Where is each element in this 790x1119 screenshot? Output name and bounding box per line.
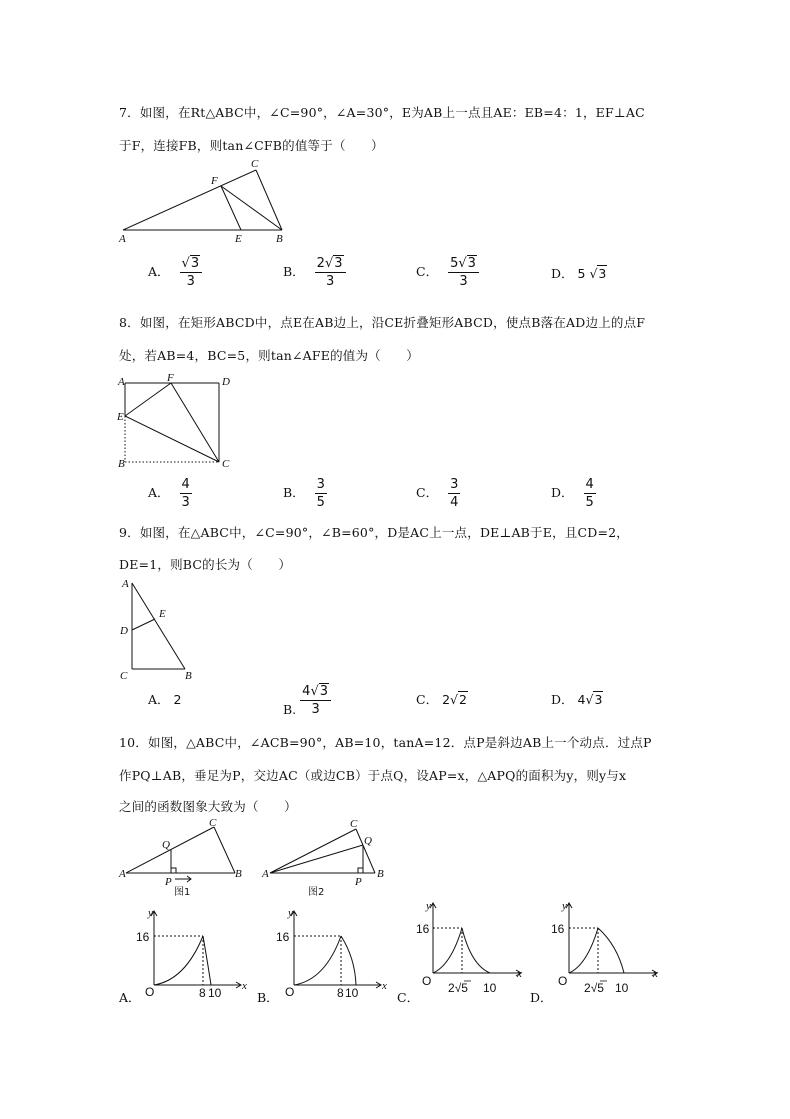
svg-text:y: y xyxy=(426,900,431,912)
svg-text:x: x xyxy=(653,968,658,980)
svg-text:O: O xyxy=(285,985,295,999)
q10-fig2-label-C: C xyxy=(350,818,358,830)
svg-text:x: x xyxy=(242,980,247,992)
q9-figure xyxy=(115,575,205,685)
q10-text-line3: 之间的函数图象大致为（ ） xyxy=(119,799,297,814)
svg-text:O: O xyxy=(558,974,568,988)
q7-option-D[interactable]: D． 5 √3 xyxy=(551,266,607,281)
q10-fig1-label-C: C xyxy=(209,817,217,829)
q10-option-B-graph[interactable] xyxy=(275,900,400,1005)
q7-option-C[interactable]: C． $\frac{5√3}{3}$ xyxy=(416,256,479,289)
q7-label-E: E xyxy=(235,233,242,245)
q7-option-B[interactable]: B． $\frac{2√3}{3}$ xyxy=(283,256,346,289)
option-letter: D． xyxy=(551,485,574,500)
q10-option-D-graph[interactable] xyxy=(547,895,672,1000)
svg-text:8: 8 xyxy=(199,986,206,1000)
q10-fig1-label-Q: Q xyxy=(162,839,170,851)
q10-option-B-letter[interactable]: B． xyxy=(257,990,279,1005)
q7-text-line1: 7．如图，在Rt△ABC中，∠C=90°，∠A=30°，E为AB上一点且AE：EB=4：1，EF⊥AC xyxy=(119,105,645,120)
q8-label-D: D xyxy=(222,376,230,388)
svg-text:y: y xyxy=(288,907,293,919)
q9-option-A[interactable]: A． 2 xyxy=(148,692,182,707)
svg-text:y: y xyxy=(562,900,567,912)
q10-fig2-label-Q: Q xyxy=(364,835,372,847)
q10-option-C-graph[interactable] xyxy=(413,895,538,1000)
svg-text:16: 16 xyxy=(416,922,430,936)
q10-figure-2 xyxy=(257,815,392,900)
svg-text:10: 10 xyxy=(208,986,222,1000)
option-letter: B． xyxy=(283,485,305,500)
q8-label-B: B xyxy=(118,458,125,470)
q7-option-A[interactable]: A． $\frac{√3}{3}$ xyxy=(148,256,202,289)
option-letter: B. xyxy=(283,702,297,717)
q8-option-B[interactable]: B． $\frac{3}{5}$ xyxy=(283,477,325,510)
svg-text:x: x xyxy=(517,968,522,980)
q10-option-D-letter[interactable]: D． xyxy=(530,990,553,1005)
svg-text:2√5: 2√5 xyxy=(584,981,604,995)
svg-text:y: y xyxy=(148,907,153,919)
q8-label-A: A xyxy=(118,376,125,388)
svg-text:2√5: 2√5 xyxy=(448,981,468,995)
q8-option-A[interactable]: A． $\frac{4}{3}$ xyxy=(148,477,190,510)
svg-text:16: 16 xyxy=(136,930,150,944)
svg-text:x: x xyxy=(382,980,387,992)
q9-label-E: E xyxy=(159,608,166,620)
svg-text:16: 16 xyxy=(276,930,290,944)
option-letter: C． xyxy=(416,692,439,707)
q9-text-line1: 9．如图，在△ABC中，∠C=90°，∠B=60°，D是AC上一点，DE⊥AB于E，且CD=2， xyxy=(119,525,629,540)
q7-label-C: C xyxy=(251,158,259,170)
q7-label-A: A xyxy=(119,233,126,245)
q10-option-A-letter[interactable]: A． xyxy=(119,990,141,1005)
option-letter: C． xyxy=(416,485,439,500)
q9-option-B[interactable]: B. $\frac{4√3}{3}$ xyxy=(283,684,331,717)
q10-text-line2: 作PQ⊥AB，垂足为P，交边AC（或边CB）于点Q，设AP=x，△APQ的面积为y，则y与x xyxy=(119,768,627,783)
q8-label-F: F xyxy=(167,372,174,384)
svg-text:10: 10 xyxy=(615,981,629,995)
q10-fig2-label-P: P xyxy=(355,876,362,888)
option-letter: A． xyxy=(148,264,170,279)
q10-fig1-label-B: B xyxy=(235,868,242,880)
option-letter: B． xyxy=(283,264,305,279)
svg-text:10: 10 xyxy=(345,986,359,1000)
q9-label-A: A xyxy=(122,578,129,590)
q9-label-D: D xyxy=(120,625,128,637)
option-letter: A． xyxy=(148,692,170,707)
q7-label-B: B xyxy=(276,233,283,245)
q10-text-line1: 10．如图，△ABC中，∠ACB=90°，AB=10，tanA=12．点P是斜边AB上一个动点．过点P xyxy=(119,735,652,750)
svg-text:8: 8 xyxy=(337,986,344,1000)
q7-label-F: F xyxy=(211,175,218,187)
q10-option-A-graph[interactable] xyxy=(135,900,260,1005)
q10-figure-1 xyxy=(115,815,250,900)
q8-text-line1: 8．如图，在矩形ABCD中，点E在AB边上，沿CE折叠矩形ABCD，使点B落在AD边上的点F xyxy=(119,315,646,330)
q7-text-line2: 于F，连接FB，则tan∠CFB的值等于（ ） xyxy=(119,138,384,153)
q8-label-E: E xyxy=(117,411,124,423)
option-letter: A． xyxy=(148,485,170,500)
q8-label-C: C xyxy=(222,458,230,470)
q10-fig1-caption: 图1 xyxy=(174,887,191,898)
q10-fig1-label-A: A xyxy=(119,868,126,880)
q9-label-C: C xyxy=(120,670,128,682)
svg-text:O: O xyxy=(422,974,432,988)
q8-option-D[interactable]: D． $\frac{4}{5}$ xyxy=(551,477,594,510)
q9-text-line2: DE=1，则BC的长为（ ） xyxy=(119,557,292,572)
q8-option-C[interactable]: C． $\frac{3}{4}$ xyxy=(416,477,459,510)
option-letter: D． xyxy=(551,266,574,281)
q8-text-line2: 处，若AB=4，BC=5，则tan∠AFE的值为（ ） xyxy=(119,348,419,363)
svg-text:10: 10 xyxy=(483,981,497,995)
q10-fig2-label-B: B xyxy=(377,868,384,880)
q10-option-C-letter[interactable]: C． xyxy=(397,990,420,1005)
q9-option-C[interactable]: C． 2√2 xyxy=(416,692,467,707)
q9-label-B: B xyxy=(185,670,192,682)
q10-fig1-label-P: P xyxy=(165,876,172,888)
q10-fig2-label-A: A xyxy=(262,868,269,880)
q9-option-D[interactable]: D． 4√3 xyxy=(551,692,603,707)
option-letter: C． xyxy=(416,264,439,279)
q8-figure xyxy=(115,372,240,472)
q10-fig2-caption: 图2 xyxy=(308,887,325,898)
option-letter: D． xyxy=(551,692,574,707)
svg-text:O: O xyxy=(145,985,155,999)
svg-text:16: 16 xyxy=(551,922,565,936)
q7-figure xyxy=(115,155,295,247)
